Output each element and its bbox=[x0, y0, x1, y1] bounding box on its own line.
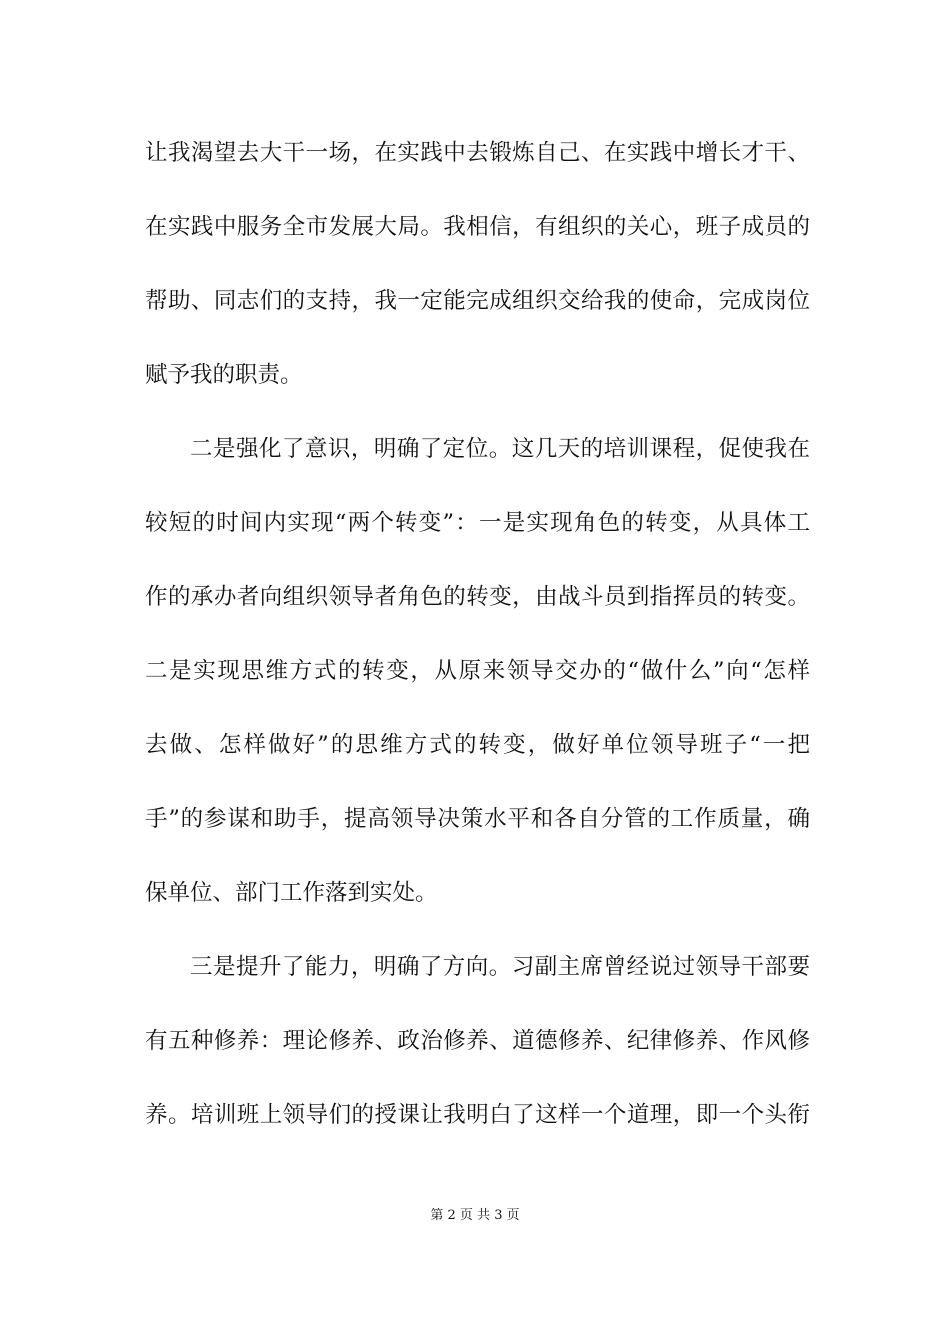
text-line: 作的承办者向组织领导者角色的转变，由战斗员到指挥员的转变。 bbox=[145, 584, 810, 610]
page-footer: 第 2 页 共 3 页 bbox=[430, 1208, 520, 1223]
paragraph-first-line: 三是提升了能力，明确了方向。习副主席曾经说过领导干部要 bbox=[190, 954, 810, 980]
paragraph-first-line: 二是强化了意识，明确了定位。这几天的培训课程，促使我在 bbox=[190, 436, 810, 462]
text-line: 在实践中服务全市发展大局。我相信，有组织的关心，班子成员的 bbox=[145, 214, 810, 240]
text-line: 赋予我的职责。 bbox=[145, 362, 303, 388]
text-line: 去做、怎样做好”的思维方式的转变，做好单位领导班子“一把 bbox=[145, 732, 810, 758]
text-line: 保单位、部门工作落到实处。 bbox=[145, 880, 438, 906]
text-line: 养。培训班上领导们的授课让我明白了这样一个道理，即一个头衔 bbox=[145, 1102, 810, 1128]
text-line: 二是实现思维方式的转变，从原来领导交办的“做什么”向“怎样 bbox=[145, 658, 810, 684]
text-line: 让我渴望去大干一场，在实践中去锻炼自己、在实践中增长才干、 bbox=[145, 140, 810, 166]
text-line: 手”的参谋和助手，提高领导决策水平和各自分管的工作质量，确 bbox=[145, 806, 810, 832]
text-line: 有五种修养：理论修养、政治修养、道德修养、纪律修养、作风修 bbox=[145, 1028, 810, 1054]
text-line: 较短的时间内实现“两个转变”：一是实现角色的转变，从具体工 bbox=[145, 510, 810, 536]
text-line: 帮助、同志们的支持，我一定能完成组织交给我的使命，完成岗位 bbox=[145, 288, 810, 314]
